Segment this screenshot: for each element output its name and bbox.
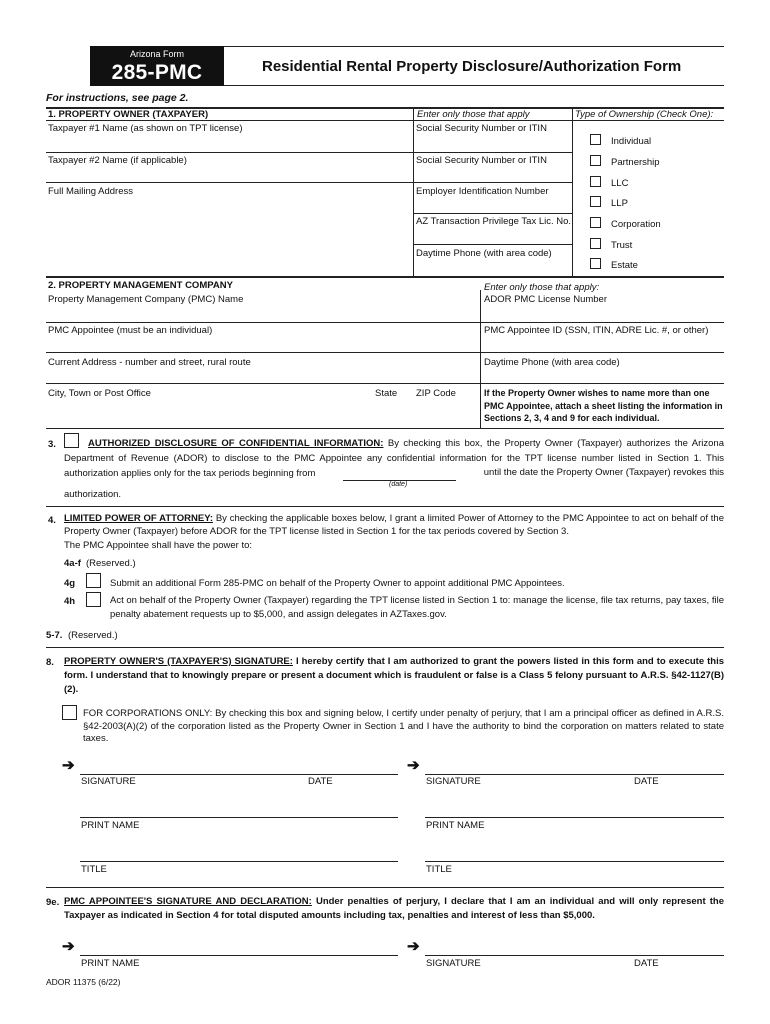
estate-checkbox[interactable] [590,258,601,269]
appointee-signature-line[interactable] [425,955,724,956]
section3-body-2: until the date the Property Owner (Taxpayer) revokes this [483,467,724,478]
section2-heading: 2. PROPERTY MANAGEMENT COMPANY [48,280,233,291]
section8-heading: PROPERTY OWNER'S (TAXPAYER'S) SIGNATURE: [64,656,293,667]
pmc-appointee-field[interactable]: PMC Appointee (must be an individual) [48,325,213,336]
city-field[interactable]: City, Town or Post Office [48,388,151,399]
appointee-print-name-line[interactable] [80,955,398,956]
llp-checkbox[interactable] [590,196,601,207]
section4-text [64,513,724,538]
owner-date-label: DATE [308,776,333,787]
partnership-checkbox[interactable] [590,155,601,166]
owner-signature-line[interactable] [80,774,398,775]
row-rule [46,383,724,384]
date-caption: (date) [389,481,408,488]
llc-checkbox[interactable] [590,176,601,187]
corporation-officer-text: FOR CORPORATIONS ONLY: By checking this box and signing below, I certify under penalty of perjury, that I am a principal officer as defined in A.R.S. §42-2003(A)(2) of the corporation listed as the Property Owner in Section 1 and I have the authority to bind the corporation on matters related to state taxes. [83,708,724,744]
form-label: Arizona Form [129,49,184,59]
section4-heading: LIMITED POWER OF ATTORNEY: [64,513,213,524]
section1-divider-a [413,107,414,276]
section8-text [64,655,724,697]
form-title: Residential Rental Property Disclosure/Authorization Form [262,58,682,75]
4g-label: 4g [64,578,76,589]
taxpayer2-ssn-field[interactable]: Social Security Number or ITIN [416,155,547,166]
officer-print-name-label: PRINT NAME [426,820,485,831]
form-number-box [90,46,224,86]
instructions-note: For instructions, see page 2. [46,92,189,104]
mailing-address-field[interactable]: Full Mailing Address [48,186,134,197]
state-field[interactable]: State [375,388,398,399]
4g-text: Submit an additional Form 285-PMC on behalf of the Property Owner to appoint additional PMC Appointees. [110,578,565,589]
row-rule [46,322,724,323]
section1-divider-b [572,107,573,276]
tpt-license-field[interactable]: AZ Transaction Privilege Tax Lic. No. [416,216,572,227]
section8-body: I hereby certify that I am authorized to grant the powers listed in this form and to execute this form. I understand that to knowingly prepare or present a document which is fraudulent or false is a Class 5 felony pursuant to A.R.S. §42-1127(B)(2). [64,656,725,695]
ador-license-field[interactable]: ADOR PMC License Number [484,294,608,305]
section57-text: (Reserved.) [68,630,118,641]
corporation-checkbox[interactable] [590,217,601,228]
section3-body: By checking this box, the Property Owner (Taxpayer) authorizes the Arizona Department of Revenue (ADOR) to disclose to the PMC Appointee any confidential information for the TPT license number listed in Section 1. This authorization applies only for the tax periods beginning from [64,438,725,479]
taxpayer1-name-field[interactable]: Taxpayer #1 Name (as shown on TPT license) [48,123,243,134]
row-rule [46,152,572,153]
pmc-name-field[interactable]: Property Management Company (PMC) Name [48,294,244,305]
llp-label: LLP [611,198,628,209]
section4-body: By checking the applicable boxes below, I grant a limited Power of Attorney to the PMC Appointee to act on behalf of the Property Owner (Taxpayer) before ADOR for the TPT license listed in Section 1 for the tax periods covered by Section 3. [64,513,724,537]
section4-power: The PMC Appointee shall have the power to: [64,540,253,551]
owner-print-name-line[interactable] [80,817,398,818]
4h-checkbox[interactable] [86,592,101,607]
owner-title-line[interactable] [80,861,398,862]
footer-form-code: ADOR 11375 (6/22) [46,977,121,987]
section1-heading: 1. PROPERTY OWNER (TAXPAYER) [48,109,209,120]
officer-title-label: TITLE [426,864,452,875]
officer-signature-label: SIGNATURE [426,776,481,787]
4h-text: Act on behalf of the Property Owner (Taxpayer) regarding the TPT license listed in Section 1 to: manage the license, file tax returns, pay taxes, file penalty abatement requests up to $5,000, and assign delegates in AZTaxes.gov. [110,595,724,620]
section9-text [64,895,724,923]
trust-label: Trust [611,240,633,251]
section2-enter-only: Enter only those that apply: [484,282,600,293]
section1-enter-only: Enter only those that apply [417,109,530,120]
individual-checkbox[interactable] [590,134,601,145]
appointee-id-field[interactable]: PMC Appointee ID (SSN, ITIN, ADRE Lic. #, or other) [484,325,709,336]
row-rule [46,428,724,429]
4af-label: 4a-f [64,558,81,569]
individual-label: Individual [611,136,652,147]
4g-checkbox[interactable] [86,573,101,588]
4af-reserved: (Reserved.) [86,558,136,569]
row-rule [46,352,724,353]
section9-number: 9e. [46,897,60,908]
taxpayer2-name-field[interactable]: Taxpayer #2 Name (if applicable) [48,155,187,166]
header-bottom-rule [224,85,724,86]
officer-date-label: DATE [634,776,659,787]
section8-number: 8. [46,657,54,668]
owner-print-name-label: PRINT NAME [81,820,140,831]
section1-phone-field[interactable]: Daytime Phone (with area code) [416,248,552,259]
4h-label: 4h [64,596,76,607]
corporation-officer-checkbox[interactable] [62,705,77,720]
trust-checkbox[interactable] [590,238,601,249]
form-number: 285-PMC [111,61,203,84]
officer-signature-line[interactable] [425,774,724,775]
section3-number: 3. [48,439,56,450]
section3-bottom-rule [46,506,724,507]
appointee-signature-label: SIGNATURE [426,958,481,969]
section57-label: 5-7. [46,630,63,641]
appointee-print-name-label: PRINT NAME [81,958,140,969]
appointee-name-arrow-icon: ➔ [62,938,75,955]
section2-top-rule [46,276,724,278]
section4-number: 4. [48,515,56,526]
ein-field[interactable]: Employer Identification Number [416,186,549,197]
section8-bottom-rule [46,887,724,888]
section3-body-3: authorization. [64,489,122,500]
appointee-date-label: DATE [634,958,659,969]
llc-label: LLC [611,178,629,189]
ownership-title: Type of Ownership (Check One): [575,109,714,120]
row-rule [46,182,572,183]
officer-print-name-line[interactable] [425,817,724,818]
section9-heading: PMC APPOINTEE'S SIGNATURE AND DECLARATION: [64,896,312,907]
estate-label: Estate [611,260,638,271]
corporation-label: Corporation [611,219,661,230]
section57-bottom-rule [46,647,724,648]
multiple-appointee-note: If the Property Owner wishes to name more than one PMC Appointee, attach a sheet listing the information in Sections 2, 3, 4 and 9 for each individual. [484,388,723,423]
row-rule [413,244,572,245]
section2-divider [480,290,481,428]
owner-sign-arrow-icon: ➔ [62,757,75,774]
section9-body: Under penalties of perjury, I declare that I am an individual and will only represent the Taxpayer as indicated in Section 4 for total disputed amounts including tax, penalties and interest of less than $5,000. [64,896,725,921]
officer-sign-arrow-icon: ➔ [407,757,420,774]
current-address-field[interactable]: Current Address - number and street, rural route [48,357,251,368]
section1-heading-rule [46,120,724,121]
owner-title-label: TITLE [81,864,107,875]
taxpayer1-ssn-field[interactable]: Social Security Number or ITIN [416,123,547,134]
section2-phone-field[interactable]: Daytime Phone (with area code) [484,357,620,368]
section3-heading: AUTHORIZED DISCLOSURE OF CONFIDENTIAL INFORMATION: [88,438,384,449]
row-rule [413,213,572,214]
zip-field[interactable]: ZIP Code [416,388,456,399]
appointee-sign-arrow-icon: ➔ [407,938,420,955]
partnership-label: Partnership [611,157,660,168]
officer-title-line[interactable] [425,861,724,862]
owner-signature-label: SIGNATURE [81,776,136,787]
